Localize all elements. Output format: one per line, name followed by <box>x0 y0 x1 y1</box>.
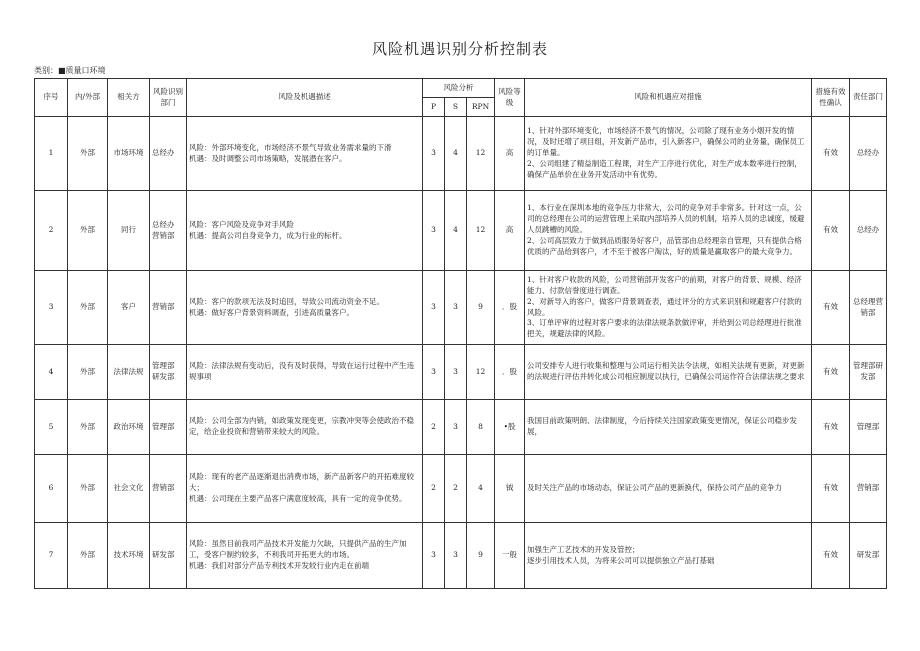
row-level: ．股 <box>495 345 525 400</box>
row-level: ．股 <box>495 271 525 345</box>
row-p: 3 <box>423 271 445 345</box>
row-rpn: 8 <box>467 400 495 455</box>
row-party: 同行 <box>108 191 150 271</box>
header-p: P <box>423 98 445 117</box>
row-effective: 有效 <box>812 455 850 523</box>
row-rpn: 12 <box>467 191 495 271</box>
row-seq: 6 <box>35 455 68 523</box>
header-rpn: RPN <box>467 98 495 117</box>
row-p: 3 <box>423 117 445 191</box>
row-seq: 4 <box>35 345 68 400</box>
row-rpn: 12 <box>467 117 495 191</box>
row-owner: 总经办 <box>850 117 887 191</box>
row-p: 3 <box>423 523 445 589</box>
table-row <box>35 455 887 523</box>
header-in-out: 内/外部 <box>68 79 108 117</box>
row-desc: 风险：客户的款项无法及时追回，导致公司流动资金不足。 机遇：做好客户背景资料调查，引进高质量客户。 <box>187 271 423 345</box>
header-owner: 责任部门 <box>850 79 887 117</box>
row-desc: 风险：外部环境变化，市场经济不景气导致业务需求量的下滑 机遇：及时调整公司市场策略，发展潜在客户。 <box>187 117 423 191</box>
row-desc: 风险：虽然目前我司产品技术开发能力欠缺，只提供产品的生产加工，受客户制约较多，不利我司开拓更大的市场。 机遇：我们对部分产品专利技术开发较行业内走在前端 <box>187 523 423 589</box>
row-effective: 有效 <box>812 345 850 400</box>
row-effective: 有效 <box>812 271 850 345</box>
header-dept: 风险识别部门 <box>150 79 187 117</box>
table-row <box>35 400 887 455</box>
row-dept: 营销部 <box>150 455 187 523</box>
row-party: 技术环境 <box>108 523 150 589</box>
row-s: 3 <box>445 400 467 455</box>
row-in-out: 外部 <box>68 271 108 345</box>
row-level: 钺 <box>495 455 525 523</box>
row-p: 3 <box>423 191 445 271</box>
row-p: 2 <box>423 455 445 523</box>
header-measures: 风险和机遇应对措施 <box>525 79 812 117</box>
row-owner: 管理部 <box>850 400 887 455</box>
row-level: 一般 <box>495 523 525 589</box>
row-desc: 风险：法律法规有变动后，没有及时获得，导致在运行过程中产生违规事项 <box>187 345 423 400</box>
table-row <box>35 191 887 271</box>
row-measures: 1、本行业在深圳本地的竞争压力非常大，公司的竞争对手非常多。针对这一点，公司的总经理在公司的运营管理上采取内部培养人员的机制，培养人员的忠诚度，缓避人员跳槽的风险。 2、公司高层致力于做到品质服务好客户，品管部由总经理亲自管理，只有提供合格优质的产品给到客户，才不至于被客户淘汰，好的质量是赢取客户的最大竞争力。 <box>525 191 812 271</box>
page-title: 风险机遇识别分析控制表 <box>371 40 548 58</box>
row-seq: 2 <box>35 191 68 271</box>
row-owner: 总经理营销部 <box>850 271 887 345</box>
table-row <box>35 117 887 191</box>
row-seq: 7 <box>35 523 68 589</box>
row-s: 4 <box>445 191 467 271</box>
row-dept: 营销部 <box>150 271 187 345</box>
row-party: 政治环境 <box>108 400 150 455</box>
row-effective: 有效 <box>812 191 850 271</box>
row-rpn: 9 <box>467 523 495 589</box>
table-row <box>35 523 887 589</box>
row-p: 3 <box>423 345 445 400</box>
row-dept: 管理部 <box>150 400 187 455</box>
row-effective: 有效 <box>812 117 850 191</box>
header-effective: 措施有效性确认 <box>812 79 850 117</box>
row-party: 社会文化 <box>108 455 150 523</box>
row-party: 客户 <box>108 271 150 345</box>
row-measures: 加强生产工艺技术的开发及管控； 逐步引用技术人员，为将来公司可以提供独立产品打基础 <box>525 523 812 589</box>
row-owner: 研发部 <box>850 523 887 589</box>
row-desc: 风险：客户风险及竞争对手风险 机遇：提高公司自身竞争力，成为行业的标杆。 <box>187 191 423 271</box>
row-effective: 有效 <box>812 400 850 455</box>
table-row <box>35 271 887 345</box>
row-rpn: 9 <box>467 271 495 345</box>
header-party: 相关方 <box>108 79 150 117</box>
header-level: 风险等级 <box>495 79 525 117</box>
category-label: 类别：■质量口环境 <box>34 66 106 75</box>
row-s: 2 <box>445 455 467 523</box>
row-effective: 有效 <box>812 523 850 589</box>
row-measures: 及时关注产品的市场动态，保证公司产品的更新换代，保持公司产品的竞争力 <box>525 455 812 523</box>
table-row <box>35 345 887 400</box>
row-in-out: 外部 <box>68 455 108 523</box>
row-desc: 风险：公司全部为内销，如政策发现变更，宗教冲突等会使政治不稳定，给企业投资和营销带来较大的风险。 <box>187 400 423 455</box>
header-seq: 序号 <box>35 79 68 117</box>
row-level: 高 <box>495 117 525 191</box>
row-measures: 1、针对外部环境变化，市场经济不景气的情况，公司除了现有业务小烟开发的情况，及时还增了项目组，开发新产品市，引入新客户，确保公司的业务量，确保员工的订单量。 2、公司组建了精益制造工程课，对生产工序进行优化，对生产成本数率进行控制，确保产品单价在业务开发活动中有优势。 <box>525 117 812 191</box>
row-desc: 风险：现有的老产品逐渐退出消费市场，新产品新客户的开拓难度较大； 机遇：公司现在主要产品客户满意度较高，具有一定的竞争优势。 <box>187 455 423 523</box>
row-party: 法律法规 <box>108 345 150 400</box>
row-in-out: 外部 <box>68 400 108 455</box>
row-s: 3 <box>445 345 467 400</box>
row-owner: 总经办 <box>850 191 887 271</box>
row-p: 2 <box>423 400 445 455</box>
row-owner: 营销部 <box>850 455 887 523</box>
row-in-out: 外部 <box>68 523 108 589</box>
row-in-out: 外部 <box>68 345 108 400</box>
header-s: S <box>445 98 467 117</box>
row-measures: 我国目前政策明朗、法律制度，今后持续关注国家政策变更情况，保证公司稳步发展， <box>525 400 812 455</box>
row-in-out: 外部 <box>68 117 108 191</box>
risk-table <box>34 78 887 589</box>
row-dept: 管理部 研发部 <box>150 345 187 400</box>
row-owner: 管理部研发部 <box>850 345 887 400</box>
row-dept: 总经办 营销部 <box>150 191 187 271</box>
row-measures: 1、针对客户收款的风险，公司营销部开发客户的前期，对客户的背景、规模、经济能力、付款信誉度进行调查。 2、对新导入的客户，做客户背景调查表，通过评分的方式来识别和规避客户付款的风险。 3、订单评审的过程对客户要求的法律法规条款做评审，并给到公司总经理进行批准把关，规避法律的风险。 <box>525 271 812 345</box>
row-s: 4 <box>445 117 467 191</box>
row-seq: 3 <box>35 271 68 345</box>
row-in-out: 外部 <box>68 191 108 271</box>
row-rpn: 4 <box>467 455 495 523</box>
row-s: 3 <box>445 271 467 345</box>
header-desc: 风险及机遇描述 <box>187 79 423 117</box>
row-dept: 研发部 <box>150 523 187 589</box>
row-measures: 公司安排专人进行收集和整理与公司运行相关法令法规，如相关法规有更新，对更新的法规进行评估并转化成公司相应制度以执行，已确保公司运作符合法律法规之要求 <box>525 345 812 400</box>
row-seq: 1 <box>35 117 68 191</box>
row-rpn: 12 <box>467 345 495 400</box>
row-party: 市场环境 <box>108 117 150 191</box>
header-analysis: 风险分析 <box>423 79 495 98</box>
row-level: 高 <box>495 191 525 271</box>
row-seq: 5 <box>35 400 68 455</box>
row-dept: 总经办 <box>150 117 187 191</box>
row-s: 3 <box>445 523 467 589</box>
row-level: •股 <box>495 400 525 455</box>
